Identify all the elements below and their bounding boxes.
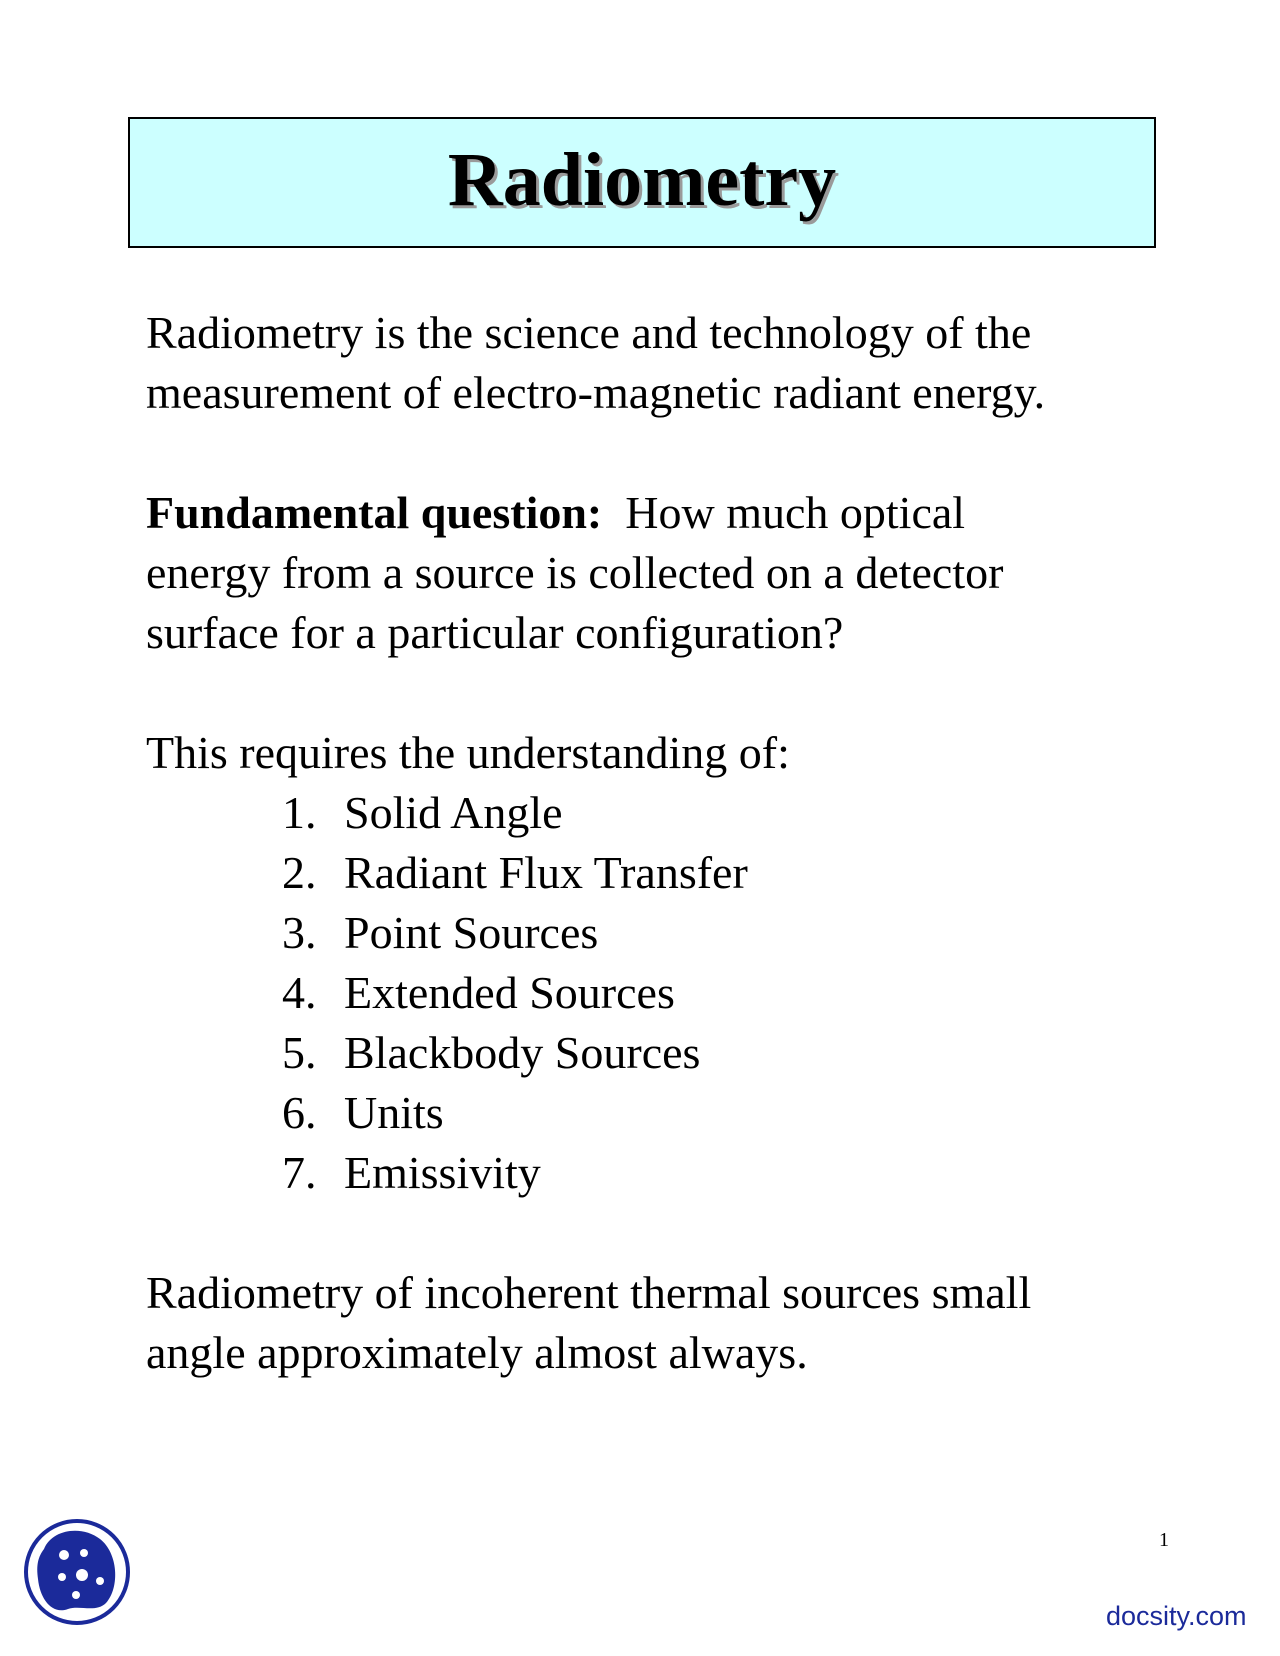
topic-list bbox=[282, 783, 748, 1203]
list-item-number: 2. bbox=[282, 847, 317, 898]
closing-paragraph bbox=[146, 1263, 1031, 1383]
list-item-label: Emissivity bbox=[344, 1147, 541, 1198]
site-watermark[interactable]: docsity.com bbox=[1106, 1601, 1247, 1631]
intro-paragraph bbox=[146, 303, 1045, 423]
title-box bbox=[128, 117, 1156, 248]
list-item-label: Units bbox=[344, 1087, 444, 1138]
closing-line-1: Radiometry of incoherent thermal sources small bbox=[146, 1267, 1032, 1318]
list-item bbox=[282, 1143, 748, 1203]
list-item bbox=[282, 903, 748, 963]
list-item-number: 3. bbox=[282, 907, 317, 958]
list-item-label: Blackbody Sources bbox=[344, 1027, 701, 1078]
list-item-number: 5. bbox=[282, 1027, 317, 1078]
question-line-3: surface for a particular configuration? bbox=[146, 607, 844, 658]
list-item-number: 4. bbox=[282, 967, 317, 1018]
question-line-2: energy from a source is collected on a detector bbox=[146, 547, 1004, 598]
page-title: Radiometry bbox=[447, 137, 837, 222]
list-item bbox=[282, 1083, 748, 1143]
question-paragraph bbox=[146, 483, 1003, 663]
list-item bbox=[282, 783, 748, 843]
list-item-label: Radiant Flux Transfer bbox=[344, 847, 748, 898]
list-item bbox=[282, 963, 748, 1023]
intro-line-2: measurement of electro-magnetic radiant energy. bbox=[146, 367, 1046, 418]
list-item bbox=[282, 843, 748, 903]
question-label: Fundamental question: bbox=[146, 487, 603, 538]
docsity-logo-icon[interactable] bbox=[22, 1517, 132, 1627]
list-item-label: Solid Angle bbox=[344, 787, 563, 838]
list-item-label: Extended Sources bbox=[344, 967, 675, 1018]
list-item-number: 6. bbox=[282, 1087, 317, 1138]
list-item-label: Point Sources bbox=[344, 907, 599, 958]
page-number: 1 bbox=[1159, 1529, 1169, 1551]
question-line-1: How much optical bbox=[625, 487, 966, 538]
closing-line-2: angle approximately almost always. bbox=[146, 1327, 808, 1378]
list-item-number: 7. bbox=[282, 1147, 317, 1198]
list-item bbox=[282, 1023, 748, 1083]
requires-lead: This requires the understanding of: bbox=[146, 727, 790, 778]
intro-line-1: Radiometry is the science and technology of the bbox=[146, 307, 1032, 358]
list-item-number: 1. bbox=[282, 787, 317, 838]
